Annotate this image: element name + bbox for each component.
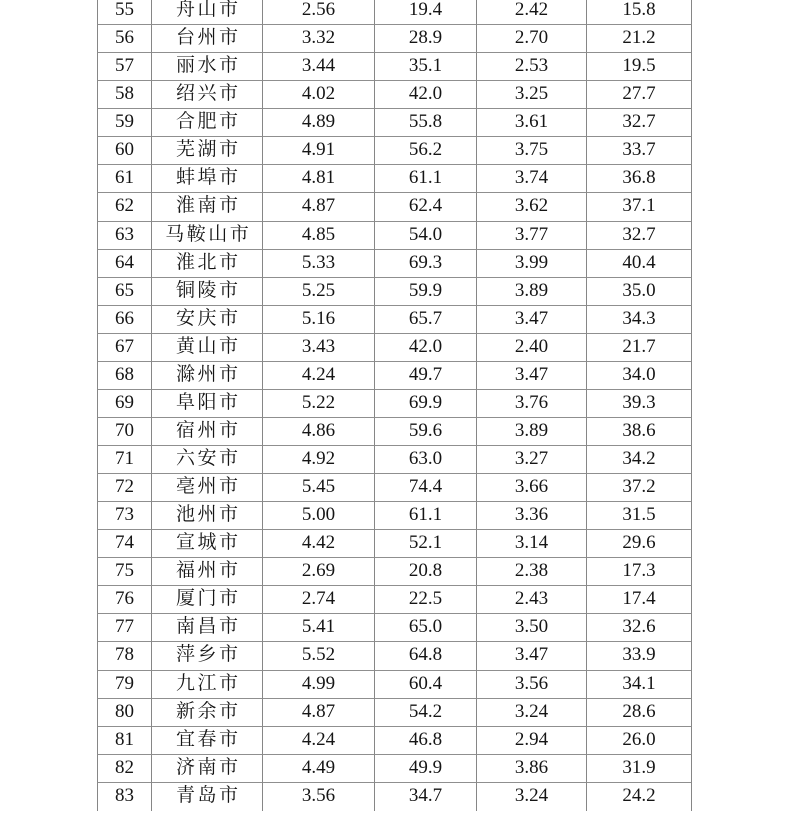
- value-3-cell: 3.50: [477, 614, 587, 642]
- rank-cell: 62: [97, 193, 152, 221]
- value-4-cell: 32.7: [587, 109, 692, 137]
- city-name-cell: 济南市: [152, 755, 263, 783]
- value-2-cell: 59.6: [375, 418, 477, 446]
- city-name-cell: 蚌埠市: [152, 165, 263, 193]
- value-2-cell: 28.9: [375, 25, 477, 53]
- table-row: [97, 278, 692, 306]
- table-row: [97, 109, 692, 137]
- value-2-cell: 65.7: [375, 306, 477, 334]
- value-1-cell: 4.87: [263, 193, 375, 221]
- value-3-cell: 3.89: [477, 418, 587, 446]
- table-row: [97, 334, 692, 362]
- value-3-cell: 3.75: [477, 137, 587, 165]
- city-name-cell: 丽水市: [152, 53, 263, 81]
- value-1-cell: 4.24: [263, 362, 375, 390]
- value-2-cell: 65.0: [375, 614, 477, 642]
- table-row: [97, 502, 692, 530]
- value-2-cell: 49.7: [375, 362, 477, 390]
- value-2-cell: 19.4: [375, 0, 477, 25]
- rank-cell: 58: [97, 81, 152, 109]
- table-row: [97, 727, 692, 755]
- city-name-cell: 六安市: [152, 446, 263, 474]
- rank-cell: 76: [97, 586, 152, 614]
- value-1-cell: 2.56: [263, 0, 375, 25]
- city-name-cell: 九江市: [152, 671, 263, 699]
- table-row: [97, 165, 692, 193]
- city-name-cell: 舟山市: [152, 0, 263, 25]
- value-1-cell: 5.16: [263, 306, 375, 334]
- table-row: [97, 671, 692, 699]
- value-4-cell: 33.7: [587, 137, 692, 165]
- value-1-cell: 2.69: [263, 558, 375, 586]
- value-1-cell: 3.44: [263, 53, 375, 81]
- rank-cell: 55: [97, 0, 152, 25]
- rank-cell: 70: [97, 418, 152, 446]
- value-4-cell: 26.0: [587, 727, 692, 755]
- city-name-cell: 滁州市: [152, 362, 263, 390]
- table-row: [97, 362, 692, 390]
- value-4-cell: 39.3: [587, 390, 692, 418]
- city-data-table: [97, 0, 692, 811]
- city-name-cell: 宣城市: [152, 530, 263, 558]
- value-4-cell: 32.6: [587, 614, 692, 642]
- value-3-cell: 3.24: [477, 783, 587, 811]
- city-name-cell: 芜湖市: [152, 137, 263, 165]
- city-name-cell: 南昌市: [152, 614, 263, 642]
- table-row: [97, 783, 692, 811]
- rank-cell: 63: [97, 222, 152, 250]
- table-row: [97, 446, 692, 474]
- value-1-cell: 4.85: [263, 222, 375, 250]
- value-1-cell: 5.41: [263, 614, 375, 642]
- table-row: [97, 25, 692, 53]
- value-1-cell: 4.89: [263, 109, 375, 137]
- city-name-cell: 宜春市: [152, 727, 263, 755]
- table-row: [97, 755, 692, 783]
- rank-cell: 57: [97, 53, 152, 81]
- value-2-cell: 74.4: [375, 474, 477, 502]
- value-1-cell: 4.99: [263, 671, 375, 699]
- rank-cell: 82: [97, 755, 152, 783]
- value-4-cell: 28.6: [587, 699, 692, 727]
- table-row: [97, 222, 692, 250]
- value-3-cell: 3.47: [477, 362, 587, 390]
- city-name-cell: 淮北市: [152, 250, 263, 278]
- value-2-cell: 69.9: [375, 390, 477, 418]
- value-3-cell: 3.77: [477, 222, 587, 250]
- value-4-cell: 38.6: [587, 418, 692, 446]
- value-4-cell: 34.3: [587, 306, 692, 334]
- city-name-cell: 新余市: [152, 699, 263, 727]
- value-1-cell: 3.32: [263, 25, 375, 53]
- table-row: [97, 558, 692, 586]
- value-3-cell: 3.86: [477, 755, 587, 783]
- value-1-cell: 3.43: [263, 334, 375, 362]
- table-row: [97, 642, 692, 670]
- rank-cell: 61: [97, 165, 152, 193]
- table-row: [97, 418, 692, 446]
- table-row: [97, 306, 692, 334]
- rank-cell: 75: [97, 558, 152, 586]
- value-1-cell: 4.42: [263, 530, 375, 558]
- value-3-cell: 2.43: [477, 586, 587, 614]
- value-4-cell: 31.5: [587, 502, 692, 530]
- value-4-cell: 27.7: [587, 81, 692, 109]
- rank-cell: 65: [97, 278, 152, 306]
- rank-cell: 59: [97, 109, 152, 137]
- city-name-cell: 池州市: [152, 502, 263, 530]
- value-3-cell: 2.40: [477, 334, 587, 362]
- value-2-cell: 35.1: [375, 53, 477, 81]
- table-row: [97, 530, 692, 558]
- value-2-cell: 52.1: [375, 530, 477, 558]
- value-1-cell: 5.33: [263, 250, 375, 278]
- table-row: [97, 250, 692, 278]
- value-3-cell: 3.47: [477, 642, 587, 670]
- value-1-cell: 5.52: [263, 642, 375, 670]
- table-row: [97, 390, 692, 418]
- value-2-cell: 54.2: [375, 699, 477, 727]
- value-4-cell: 17.3: [587, 558, 692, 586]
- value-4-cell: 24.2: [587, 783, 692, 811]
- rank-cell: 77: [97, 614, 152, 642]
- table-row: [97, 699, 692, 727]
- rank-cell: 80: [97, 699, 152, 727]
- table-row: [97, 81, 692, 109]
- rank-cell: 73: [97, 502, 152, 530]
- rank-cell: 74: [97, 530, 152, 558]
- value-1-cell: 4.87: [263, 699, 375, 727]
- value-2-cell: 60.4: [375, 671, 477, 699]
- value-4-cell: 15.8: [587, 0, 692, 25]
- value-3-cell: 3.76: [477, 390, 587, 418]
- city-name-cell: 绍兴市: [152, 81, 263, 109]
- value-2-cell: 22.5: [375, 586, 477, 614]
- value-1-cell: 3.56: [263, 783, 375, 811]
- value-1-cell: 5.25: [263, 278, 375, 306]
- rank-cell: 72: [97, 474, 152, 502]
- value-4-cell: 37.1: [587, 193, 692, 221]
- value-3-cell: 3.25: [477, 81, 587, 109]
- value-2-cell: 34.7: [375, 783, 477, 811]
- table-row: [97, 474, 692, 502]
- table-row: [97, 137, 692, 165]
- city-name-cell: 青岛市: [152, 783, 263, 811]
- value-2-cell: 42.0: [375, 81, 477, 109]
- value-3-cell: 2.70: [477, 25, 587, 53]
- rank-cell: 66: [97, 306, 152, 334]
- rank-cell: 67: [97, 334, 152, 362]
- city-name-cell: 阜阳市: [152, 390, 263, 418]
- value-4-cell: 21.2: [587, 25, 692, 53]
- rank-cell: 64: [97, 250, 152, 278]
- value-1-cell: 4.02: [263, 81, 375, 109]
- value-1-cell: 5.00: [263, 502, 375, 530]
- city-name-cell: 台州市: [152, 25, 263, 53]
- value-1-cell: 5.45: [263, 474, 375, 502]
- value-4-cell: 35.0: [587, 278, 692, 306]
- rank-cell: 78: [97, 642, 152, 670]
- value-2-cell: 63.0: [375, 446, 477, 474]
- rank-cell: 68: [97, 362, 152, 390]
- value-4-cell: 29.6: [587, 530, 692, 558]
- table-row: [97, 586, 692, 614]
- value-3-cell: 3.47: [477, 306, 587, 334]
- city-name-cell: 宿州市: [152, 418, 263, 446]
- value-4-cell: 19.5: [587, 53, 692, 81]
- city-name-cell: 福州市: [152, 558, 263, 586]
- value-4-cell: 21.7: [587, 334, 692, 362]
- city-name-cell: 亳州市: [152, 474, 263, 502]
- value-3-cell: 3.62: [477, 193, 587, 221]
- value-2-cell: 55.8: [375, 109, 477, 137]
- value-3-cell: 3.56: [477, 671, 587, 699]
- value-2-cell: 61.1: [375, 502, 477, 530]
- value-4-cell: 37.2: [587, 474, 692, 502]
- value-2-cell: 61.1: [375, 165, 477, 193]
- value-2-cell: 46.8: [375, 727, 477, 755]
- rank-cell: 83: [97, 783, 152, 811]
- value-3-cell: 3.61: [477, 109, 587, 137]
- value-3-cell: 3.99: [477, 250, 587, 278]
- value-3-cell: 3.14: [477, 530, 587, 558]
- value-2-cell: 56.2: [375, 137, 477, 165]
- value-3-cell: 3.24: [477, 699, 587, 727]
- value-2-cell: 62.4: [375, 193, 477, 221]
- table-row: [97, 0, 692, 25]
- rank-cell: 79: [97, 671, 152, 699]
- value-2-cell: 59.9: [375, 278, 477, 306]
- table-row: [97, 614, 692, 642]
- value-3-cell: 2.53: [477, 53, 587, 81]
- city-name-cell: 萍乡市: [152, 642, 263, 670]
- value-3-cell: 3.74: [477, 165, 587, 193]
- value-1-cell: 4.86: [263, 418, 375, 446]
- value-3-cell: 2.94: [477, 727, 587, 755]
- value-1-cell: 4.81: [263, 165, 375, 193]
- value-2-cell: 42.0: [375, 334, 477, 362]
- city-name-cell: 马鞍山市: [152, 222, 263, 250]
- value-3-cell: 2.42: [477, 0, 587, 25]
- value-4-cell: 32.7: [587, 222, 692, 250]
- value-2-cell: 49.9: [375, 755, 477, 783]
- value-1-cell: 4.24: [263, 727, 375, 755]
- value-4-cell: 17.4: [587, 586, 692, 614]
- city-name-cell: 铜陵市: [152, 278, 263, 306]
- value-1-cell: 2.74: [263, 586, 375, 614]
- value-4-cell: 34.1: [587, 671, 692, 699]
- rank-cell: 69: [97, 390, 152, 418]
- value-1-cell: 5.22: [263, 390, 375, 418]
- value-3-cell: 3.27: [477, 446, 587, 474]
- city-name-cell: 厦门市: [152, 586, 263, 614]
- value-2-cell: 64.8: [375, 642, 477, 670]
- table-row: [97, 53, 692, 81]
- value-1-cell: 4.91: [263, 137, 375, 165]
- value-4-cell: 40.4: [587, 250, 692, 278]
- value-3-cell: 3.66: [477, 474, 587, 502]
- rank-cell: 81: [97, 727, 152, 755]
- rank-cell: 60: [97, 137, 152, 165]
- table-row: [97, 193, 692, 221]
- value-1-cell: 4.49: [263, 755, 375, 783]
- city-name-cell: 黄山市: [152, 334, 263, 362]
- value-4-cell: 33.9: [587, 642, 692, 670]
- value-2-cell: 20.8: [375, 558, 477, 586]
- value-1-cell: 4.92: [263, 446, 375, 474]
- rank-cell: 71: [97, 446, 152, 474]
- value-3-cell: 3.89: [477, 278, 587, 306]
- value-4-cell: 34.2: [587, 446, 692, 474]
- value-2-cell: 69.3: [375, 250, 477, 278]
- value-3-cell: 3.36: [477, 502, 587, 530]
- value-4-cell: 34.0: [587, 362, 692, 390]
- rank-cell: 56: [97, 25, 152, 53]
- value-3-cell: 2.38: [477, 558, 587, 586]
- value-2-cell: 54.0: [375, 222, 477, 250]
- city-name-cell: 淮南市: [152, 193, 263, 221]
- value-4-cell: 31.9: [587, 755, 692, 783]
- value-4-cell: 36.8: [587, 165, 692, 193]
- city-name-cell: 合肥市: [152, 109, 263, 137]
- city-name-cell: 安庆市: [152, 306, 263, 334]
